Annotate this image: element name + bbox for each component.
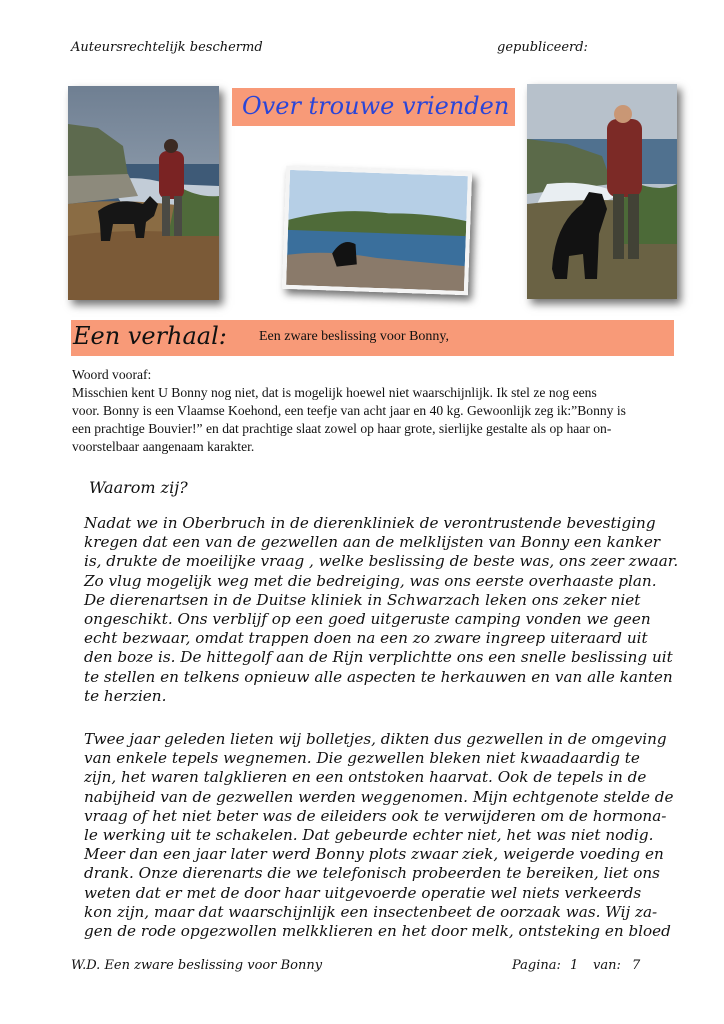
paragraph-line: Nadat we in Oberbruch in de dierenkliniek de verontrustende bevestiging <box>84 514 656 532</box>
intro-label: Woord vooraf: <box>72 367 152 382</box>
paragraph-line: le werking uit te schakelen. Dat gebeurde echter niet, het was niet nodig. <box>84 826 654 845</box>
footer-of-label: van: <box>593 958 621 973</box>
paragraph-line: echt bezwaar, omdat trappen doen na een zo zware ingreep uiteraard uit <box>84 629 648 648</box>
paragraph-line: De dierenartsen in de Duitse kliniek in Schwarzach leken ons zeker niet <box>84 590 641 609</box>
paragraph-line: vraag of het niet beter was de eileiders ook te verwijderen om de hormona- <box>84 806 667 825</box>
section-subtitle: Een zware beslissing voor Bonny, <box>259 329 449 344</box>
paragraph-line: is, drukte de moeilijke vraag , welke beslissing de beste was, ons zeer zwaar. <box>84 552 679 571</box>
section-band <box>71 320 674 356</box>
intro-line: voorstelbaar aangenaam karakter. <box>72 439 255 454</box>
page-title: Over trouwe vrienden <box>242 92 510 120</box>
footer-page-label: Pagina: <box>512 958 561 973</box>
published-label: gepubliceerd: <box>497 40 588 55</box>
paragraph-line: te herzien. <box>84 686 167 705</box>
paragraph-line: ongeschikt. Ons verblijf op een goed uitgeruste camping vonden we geen <box>84 610 651 629</box>
photo-man-dog-cliff <box>68 86 219 300</box>
paragraph-line: nabijheid van de gezwellen werden weggenomen. Mijn echtgenote stelde de <box>84 787 674 806</box>
paragraph-line: kon zijn, maar dat waarschijnlijk een insectenbeet de oorzaak was. Wij za- <box>84 902 658 921</box>
paragraph-line: Meer dan een jaar later werd Bonny plots zwaar ziek, weigerde voeding en <box>84 845 664 864</box>
section-heading: Een verhaal: <box>73 322 227 350</box>
paragraph-line: Zo vlug mogelijk weg met die bedreiging, was ons eerste overhaaste plan. <box>84 571 657 590</box>
paragraph-line: weten dat er met de door haar uitgevoerde operatie wel niets verkeerds <box>84 883 642 902</box>
paragraph-line: drank. Onze dierenarts die we telefonisch probeerden te bereiken, liet ons <box>84 864 660 883</box>
page-title-box <box>232 88 515 126</box>
intro-line: een prachtige Bouvier!” en dat prachtige slaat zowel op haar grote, sierlijke gestalte als op haar on- <box>72 421 612 436</box>
footer-page-number: 1 <box>570 958 579 973</box>
photo-man-dog-coast <box>527 84 677 299</box>
intro-line: voor. Bonny is een Vlaamse Koehond, een teefje van acht jaar en 40 kg. Gewoonlijk zeg ik:”Bonny is <box>72 403 626 418</box>
photo-dog-lake <box>282 166 472 295</box>
paragraph-line: zijn, het waren talgklieren en een ontstoken haarvat. Ook de tepels in de <box>84 768 647 787</box>
paragraph-line: Twee jaar geleden lieten wij bolletjes, dikten dus gezwellen in de omgeving <box>84 730 667 748</box>
paragraph-line: gen de rode opgezwollen melkklieren en het door melk, ontsteking en bloed <box>84 922 671 941</box>
paragraph-1 <box>84 514 684 706</box>
paragraph-line: te stellen en telkens opnieuw alle aspecten te herkauwen en van alle kanten <box>84 667 673 686</box>
paragraph-line: den boze is. De hittegolf aan de Rijn verplichtte ons een snelle beslissing uit <box>84 648 673 667</box>
footer-title: W.D. Een zware beslissing voor Bonny <box>71 958 323 973</box>
paragraph-2 <box>84 730 684 941</box>
paragraph-line: kregen dat een van de gezwellen aan de melklijsten van Bonny een kanker <box>84 533 661 552</box>
copyright-note: Auteursrechtelijk beschermd <box>71 40 263 55</box>
question-heading: Waarom zij? <box>89 478 188 497</box>
intro-line: Misschien kent U Bonny nog niet, dat is mogelijk hoewel niet waarschijnlijk. Ik stel ze nog eens <box>72 385 597 400</box>
intro-block <box>72 366 682 456</box>
paragraph-line: van enkele tepels wegnemen. Die gezwellen bleken niet kwaadaardig te <box>84 749 640 768</box>
footer-page-total: 7 <box>632 958 641 973</box>
